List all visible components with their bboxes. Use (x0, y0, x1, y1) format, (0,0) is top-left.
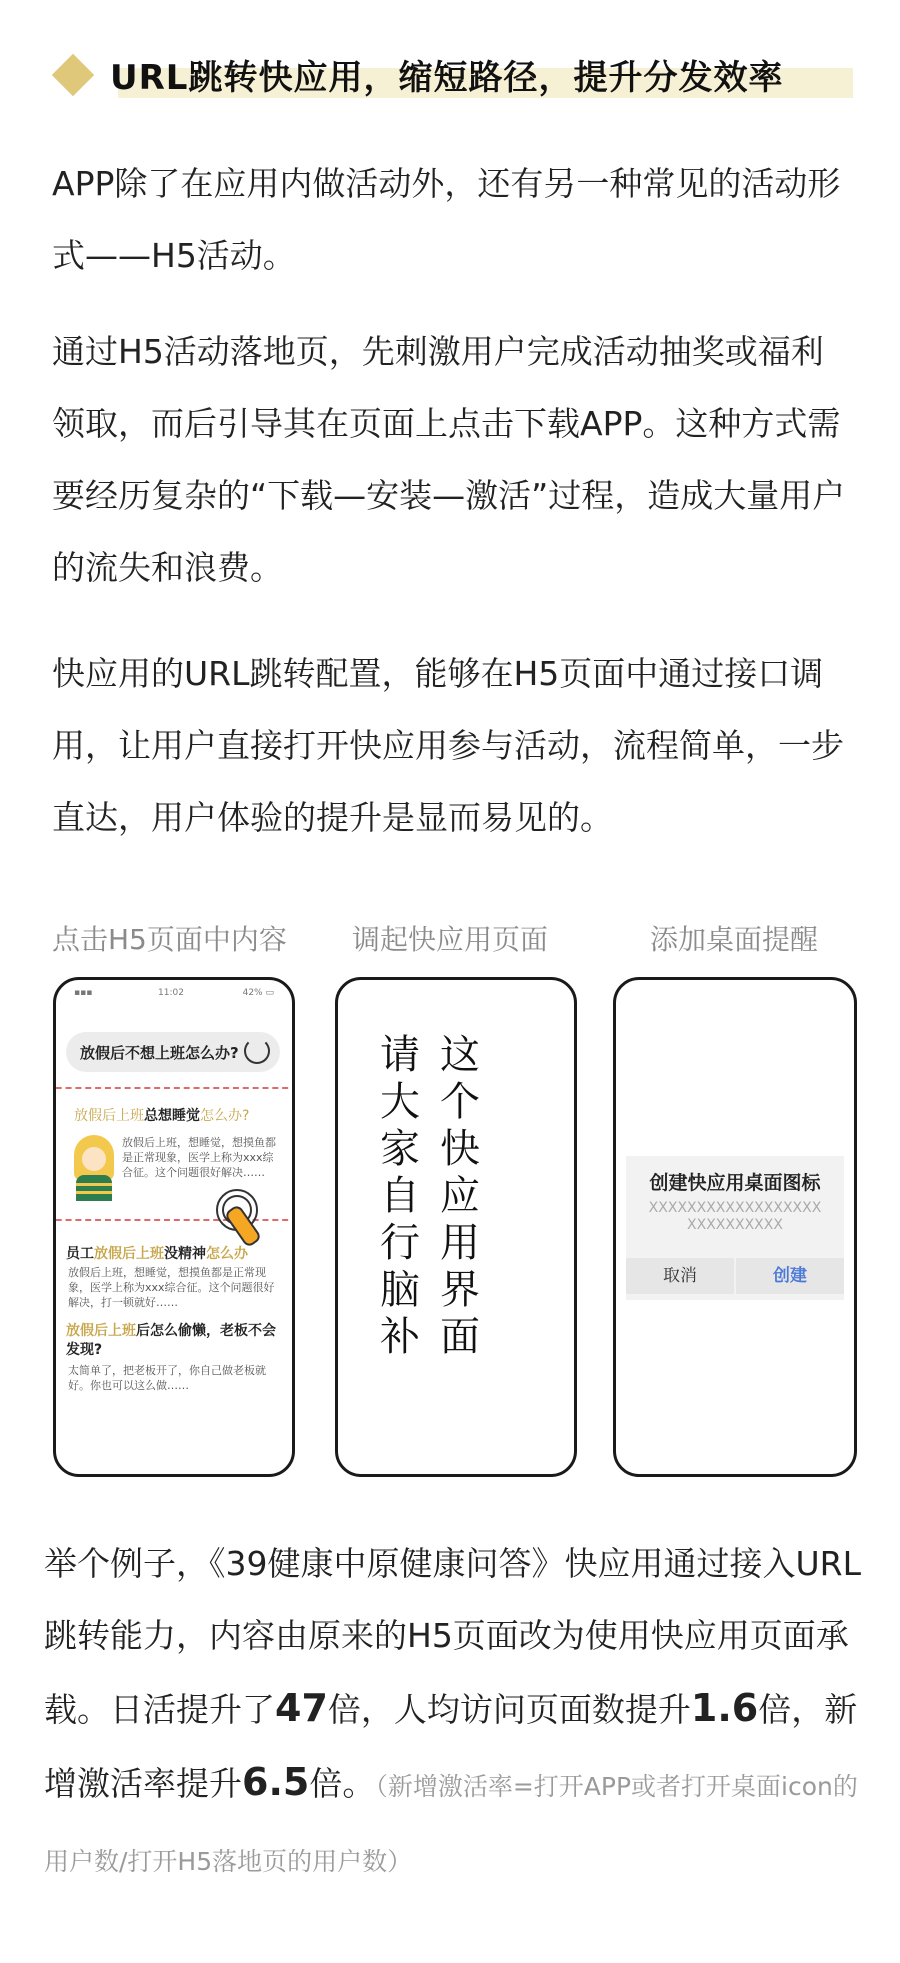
stat-dau-multiplier: 47 (275, 1686, 328, 1730)
article-title-1-part-c: 怎么办? (200, 1108, 250, 1124)
paragraph-url-jump: 快应用的URL跳转配置，能够在H5页面中通过接口调用，让用户直接打开快应用参与活动，流程简单，一步直达，用户体验的提升是显而易见的。 (52, 654, 844, 837)
create-button[interactable]: 创建 (736, 1258, 844, 1294)
stat-pageviews-multiplier: 1.6 (690, 1686, 759, 1730)
article-title-2-part-b: 放假后上班 (94, 1246, 164, 1262)
stat-activation-multiplier: 6.5 (242, 1760, 310, 1804)
example-text-4: 倍。 (309, 1764, 376, 1803)
search-bar[interactable] (66, 1032, 280, 1072)
phone-mockup-quickapp (335, 977, 577, 1477)
article-snippet-1: 放假后上班，想睡觉，想摸鱼都是正常现象，医学上称为xxx综合征。这个问题很好解决…… (122, 1136, 276, 1179)
tap-hand-icon (214, 1187, 274, 1247)
refresh-icon[interactable] (244, 1038, 270, 1064)
step-label-3: 添加桌面提醒 (650, 923, 819, 956)
article-snippet-3: 太简单了，把老板开了，你自己做老板就好。你也可以这么做…… (68, 1364, 266, 1392)
article-snippet-2: 放假后上班，想睡觉，想摸鱼都是正常现象，医学上称为xxx综合征。这个问题很好解决，打一顿就好…… (68, 1266, 275, 1309)
section-heading (48, 48, 808, 102)
heading-title: URL跳转快应用，缩短路径，提升分发效率 (110, 58, 784, 98)
cancel-button[interactable]: 取消 (626, 1258, 734, 1294)
search-query: 放假后不想上班怎么办? (80, 1044, 239, 1062)
article-title-2-part-d: 怎么办 (206, 1246, 248, 1262)
article-title-3[interactable] (66, 1322, 282, 1360)
status-time: 11:02 (158, 988, 184, 998)
example-text-2: 倍，人均访问页面数提升 (327, 1690, 691, 1729)
example-text-1: 举个例子，《39健康中原健康问答》快应用通过接入URL跳转能力，内容由原来的H5页面改为使用快应用页面承载。日活提升了 (44, 1544, 861, 1729)
article-title-1[interactable] (74, 1105, 249, 1125)
placeholder-text-right: 这个快应用界面 (440, 1032, 480, 1360)
step-label-2: 调起快应用页面 (352, 923, 549, 956)
article-title-1-part-b: 总想睡觉 (144, 1108, 200, 1124)
article-title-3-part-b: 后怎么偷懒，老板不会发现? (66, 1323, 276, 1358)
article-title-2[interactable] (66, 1243, 248, 1263)
signal-icon: ▪▪▪ (74, 988, 93, 998)
placeholder-text-left: 请大家自行脑补 (380, 1032, 420, 1360)
paragraph-h5-flow: 通过H5活动落地页，先刺激用户完成活动抽奖或福利领取，而后引导其在页面上点击下载APP。这种方式需要经历复杂的“下载—安装—激活”过程，造成大量用户的流失和浪费。 (52, 332, 846, 587)
avatar (72, 1135, 116, 1201)
shortcut-dialog (626, 1156, 844, 1300)
article-title-2-part-c: 没精神 (164, 1246, 206, 1262)
diamond-icon (52, 54, 94, 96)
article-title-2-part-a: 员工 (66, 1246, 94, 1262)
paragraph-intro: APP除了在应用内做活动外，还有另一种常见的活动形式——H5活动。 (52, 164, 841, 275)
example-text-3: 倍，新增激活率提升 (44, 1690, 858, 1803)
dialog-title: 创建快应用桌面图标 (649, 1172, 821, 1194)
battery-level: 42% (242, 988, 263, 998)
paragraph-example (44, 1528, 864, 1898)
example-note: （新增激活率=打开APP或者打开桌面icon的用户数/打开H5落地页的用户数） (44, 1772, 858, 1876)
phone-mockup-h5 (53, 977, 295, 1477)
dialog-text: XXXXXXXXXXXXXXXXXXXXXXXXXXXX (648, 1200, 822, 1233)
article-title-1-part-a: 放假后上班 (74, 1108, 144, 1124)
phone-mockup-shortcut (613, 977, 857, 1477)
step-label-1: 点击H5页面中内容 (52, 923, 287, 956)
article-title-3-part-a: 放假后上班 (66, 1323, 136, 1339)
battery-indicator: 42% ▭ (242, 988, 274, 998)
